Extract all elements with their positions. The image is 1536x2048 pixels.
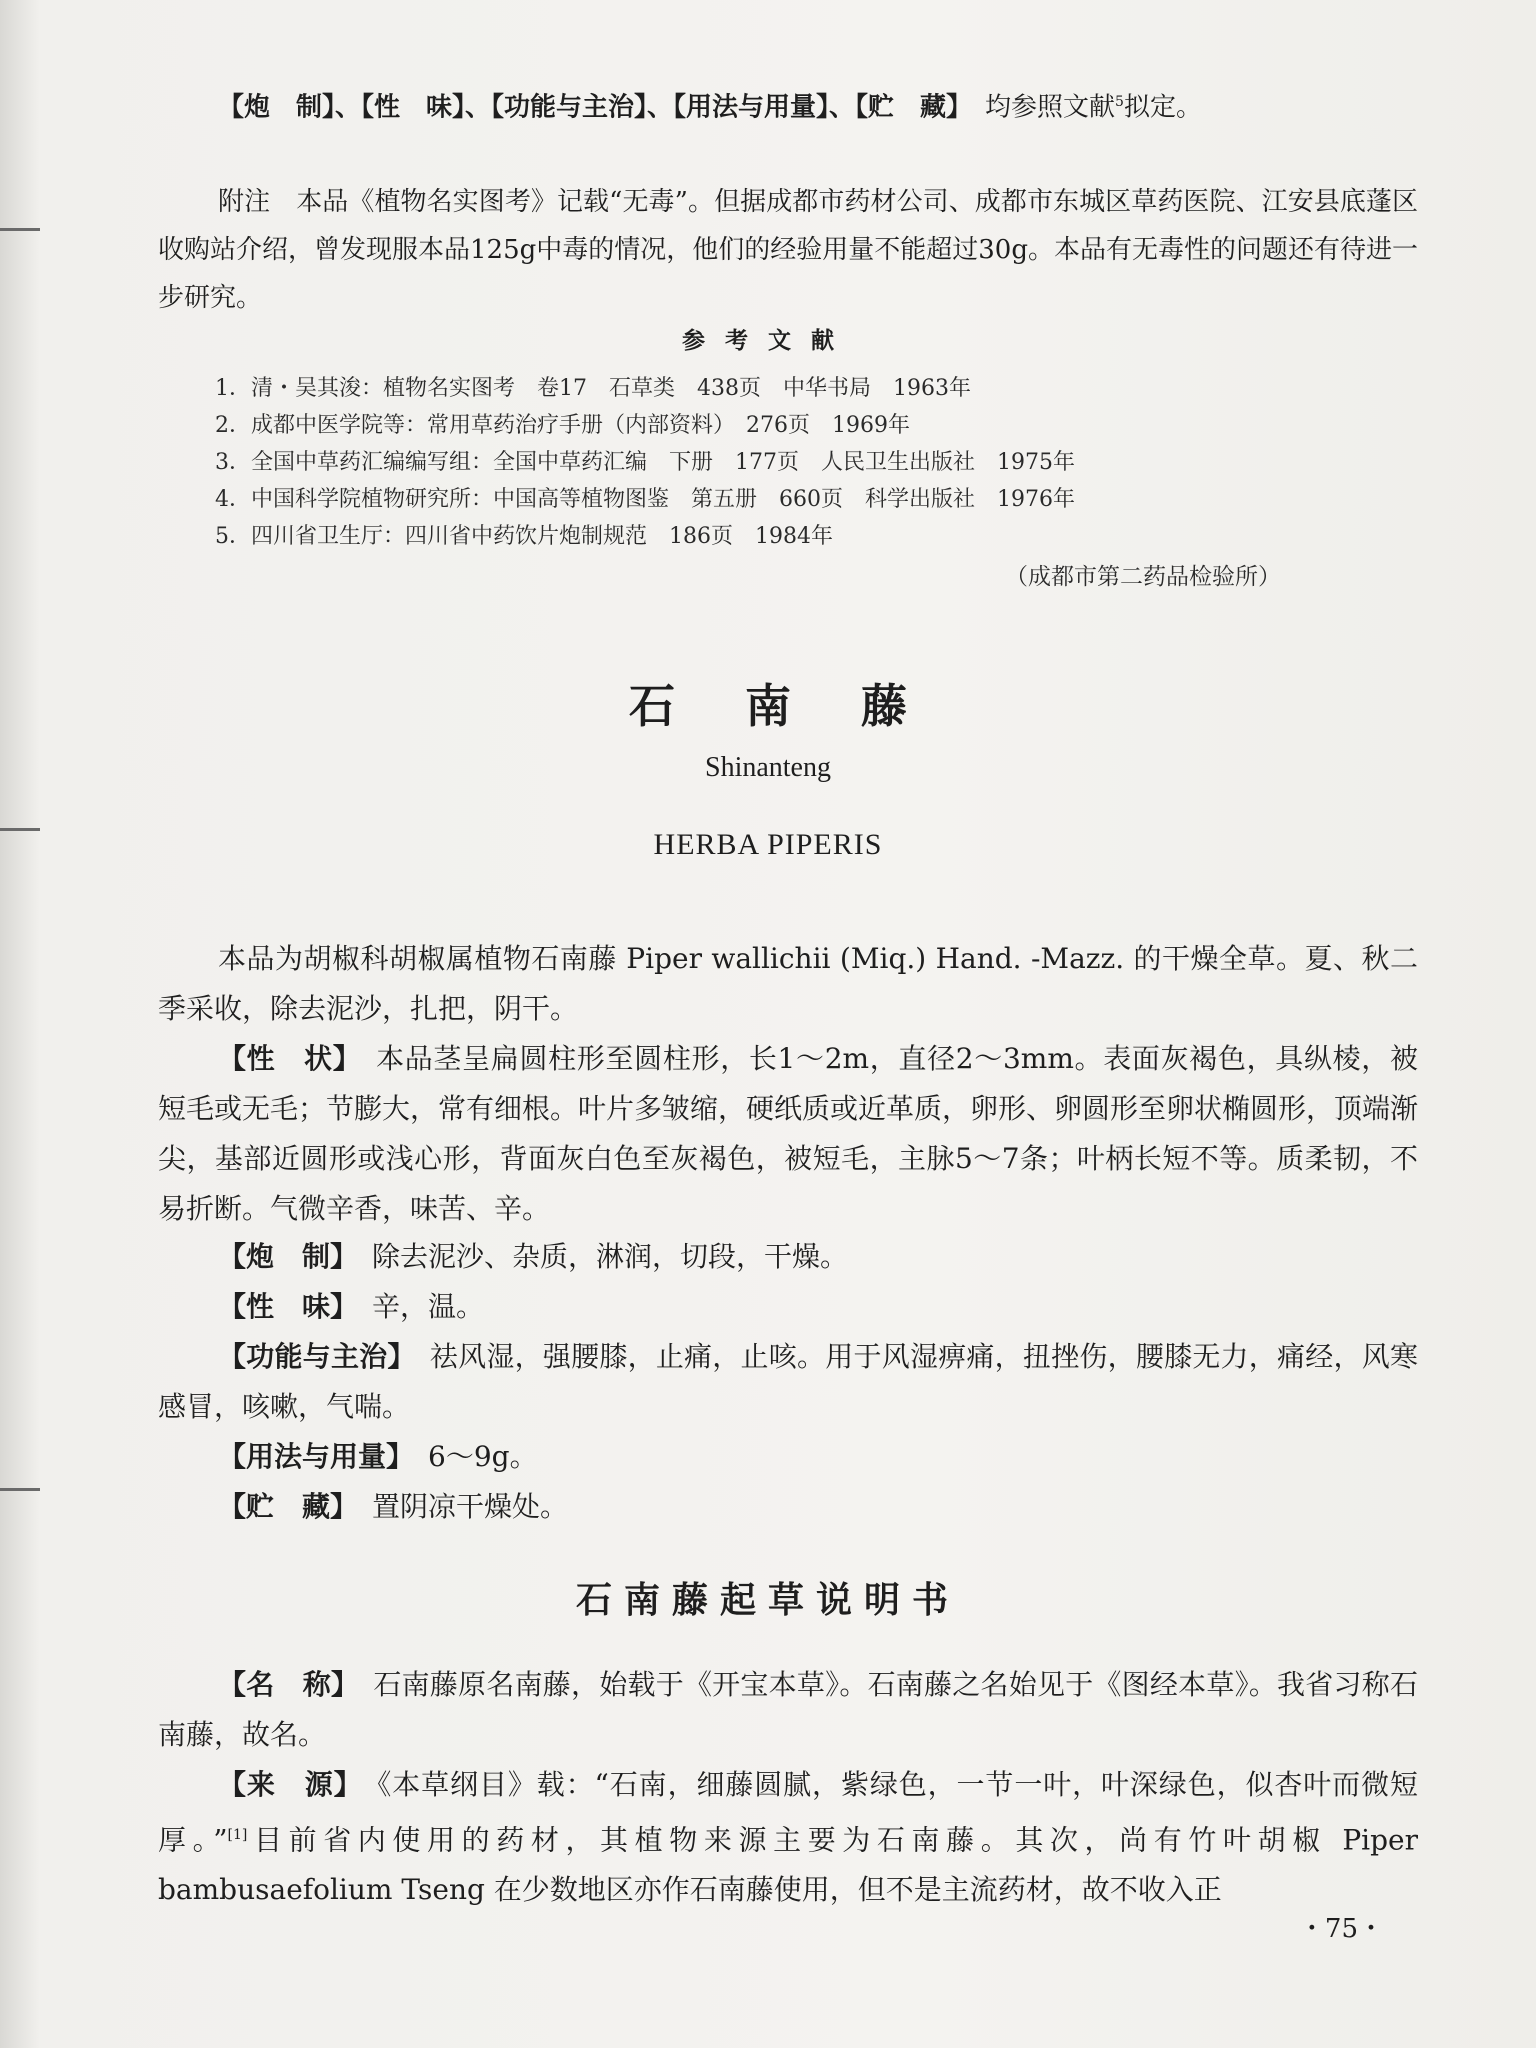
page-number: ・75・ bbox=[1298, 1914, 1384, 1944]
author-attribution: （成都市第二药品检验所） bbox=[1005, 564, 1281, 590]
section-description: 【性 状】 本品茎呈扁圆柱形至圆柱形，长1～2m，直径2～3mm。表面灰褐色，具纵棱，被短毛或无毛；节膨大，常有细根。叶片多皱缩，硬纸质或近革质，卵形、卵圆形至卵状椭圆形，顶端渐尖，基部近圆形或浅心形，背面灰白色至灰褐色，被短毛，主脉5～7条；叶柄长短不等。质柔韧，不易折断。气微辛香，味苦、辛。 bbox=[158, 1042, 1419, 1225]
intro-paragraph: 本品为胡椒科胡椒属植物石南藤 Piper wallichii (Miq.) Hand. -Mazz. 的干燥全草。夏、秋二季采收，除去泥沙，扎把，阴干。 bbox=[158, 942, 1418, 1025]
scan-edge-mark bbox=[0, 1488, 40, 1491]
references-list bbox=[215, 370, 1075, 555]
reference-item: 1．清・吴其浚：植物名实图考 卷17 石草类 438页 中华书局 1963年 bbox=[215, 376, 971, 401]
section-processing: 【炮 制】 除去泥沙、杂质，淋润，切段，干燥。 bbox=[218, 1240, 849, 1273]
section-functions: 【功能与主治】 祛风湿，强腰膝，止痛，止咳。用于风湿痹痛，扭挫伤，腰膝无力，痛经，风寒感冒，咳嗽，气喘。 bbox=[158, 1340, 1418, 1423]
section-properties: 【性 味】 辛，温。 bbox=[218, 1290, 485, 1323]
scan-edge-mark bbox=[0, 228, 40, 231]
draft-name-paragraph: 【名 称】 石南藤原名南藤，始载于《开宝本草》。石南藤之名始见于《图经本草》。我省习称石南藤，故名。 bbox=[158, 1668, 1418, 1751]
monograph-pinyin: Shinanteng bbox=[705, 752, 831, 783]
reference-item: 5．四川省卫生厅：四川省中药饮片炮制规范 186页 1984年 bbox=[215, 524, 833, 549]
draft-source-paragraph: 【来 源】 《本草纲目》载：“石南，细藤圆腻，紫绿色，一节一叶，叶深绿色，似杏叶而微短厚。”[1]目前省内使用的药材，其植物来源主要为石南藤。其次，尚有竹叶胡椒 Piper bambusaefolium Tseng 在少数地区亦作石南藤使用，但不是主流药材，故不收入正 bbox=[158, 1768, 1418, 1907]
section-dosage: 【用法与用量】 6～9g。 bbox=[218, 1440, 538, 1473]
reference-item: 3．全国中草药汇编编写组：全国中草药汇编 下册 177页 人民卫生出版社 1975年 bbox=[215, 450, 1075, 475]
draft-explanation-title: 石南藤起草说明书 bbox=[575, 1579, 960, 1621]
monograph-title: 石南藤 bbox=[629, 679, 977, 733]
carryover-paragraph: 【炮 制】、【性 味】、【功能与主治】、【用法与用量】、【贮 藏】 均参照文献$^5$拟定。 bbox=[218, 92, 1202, 123]
reference-item: 2．成都中医学院等：常用草药治疗手册（内部资料） 276页 1969年 bbox=[215, 413, 910, 438]
note-paragraph: 附注 本品《植物名实图考》记载“无毒”。但据成都市药材公司、成都市东城区草药医院、江安县底蓬区收购站介绍，曾发现服本品125g中毒的情况，他们的经验用量不能超过30g。本品有无毒性的问题还有待进一步研究。 bbox=[158, 187, 1418, 313]
monograph-latin-name: HERBA PIPERIS bbox=[653, 828, 883, 861]
section-storage: 【贮 藏】 置阴凉干燥处。 bbox=[218, 1490, 569, 1523]
reference-item: 4．中国科学院植物研究所：中国高等植物图鉴 第五册 660页 科学出版社 1976年 bbox=[215, 487, 1075, 512]
references-title: 参考文献 bbox=[682, 327, 854, 354]
